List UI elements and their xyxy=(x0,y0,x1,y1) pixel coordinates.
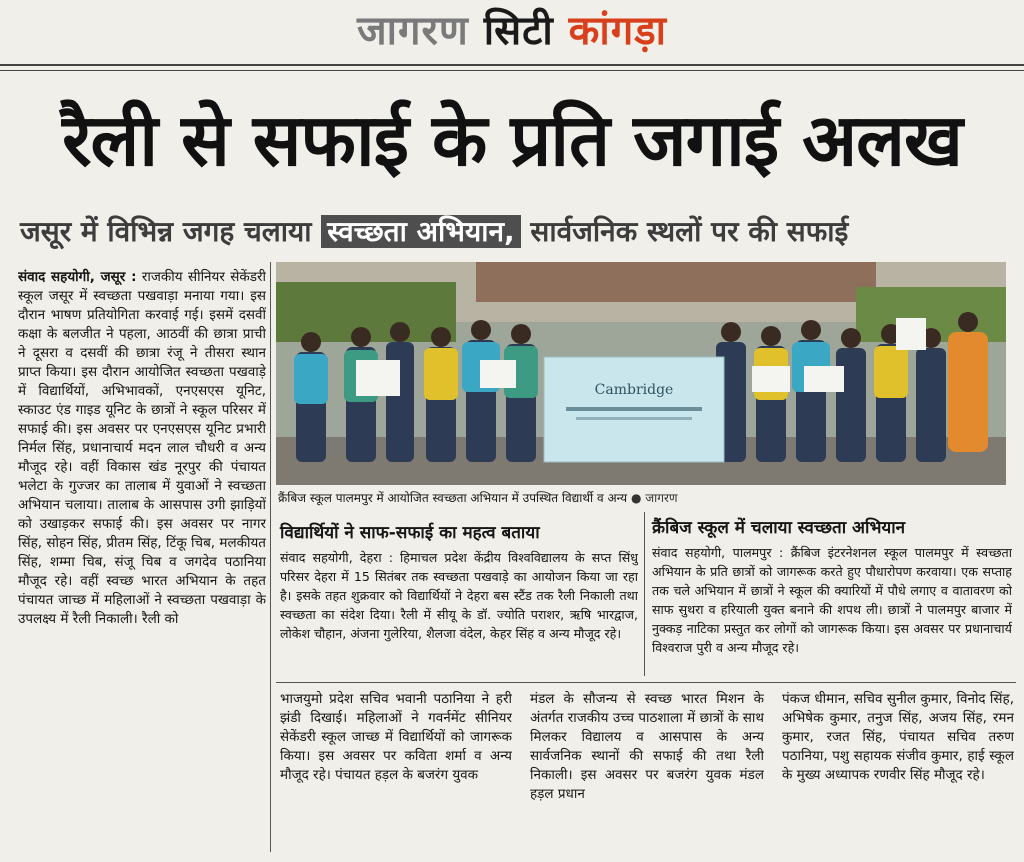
photo-caption xyxy=(278,490,1008,506)
masthead-kangra: कांगड़ा xyxy=(568,8,667,54)
article3-body xyxy=(652,543,1012,676)
photo-caption-text: क्रैंबिज स्कूल पालमपुर में आयोजित स्वच्छता अभियान में उपस्थित विद्यार्थी व अन्य xyxy=(278,491,628,505)
column-divider xyxy=(270,262,271,852)
main-article-col2-text: भाजयुमो प्रदेश सचिव भवानी पठानिया ने हरी झंडी दिखाई। महिलाओं ने गवर्नमेंट सीनियर सेकेंडरी स्कूल जाच्छ में विद्यार्थियों को जागरूक किया। इस अवसर पर कविता शर्मा व अन्य मौजूद रहे। पंचायत हड़ल के बजरंग युवक xyxy=(280,691,512,783)
article-divider xyxy=(644,512,645,676)
banner-text: Cambridge xyxy=(594,382,674,398)
main-article-body: राजकीय सीनियर सेकेंडरी स्कूल जसूर में स्वच्छता पखवाड़ा मनाया गया। इस दौरान भाषण प्रतियोगिता करवाई गई। इसमें दसवीं कक्षा के बलजीत ने पहला, आठवीं की छात्रा प्राची ने दूसरा व दसवीं की छात्रा रंजू ने तीसरा स्थान प्राप्त किया। इस दौरान आयोजित स्वच्छता पखवाड़े में विद्यार्थियों, अभिभावकों, एनएसएस यूनिट, स्काउट एंड गाइड यूनिट के छात्रों ने स्कूल परिसर में सफाई की। इस अवसर पर एनएसएस यूनिट प्रभारी निर्मल सिंह, प्रधानाचार्य मदन लाल चौधरी व अन्य मौजूद रहे। वहीं विकास खंड नूरपुर की पंचायत भलेटा के गुज्जर का तालाब में युवाओं ने स्वच्छता अभियान चलाया। तालाब के आसपास उगी झाड़ियों को उखाड़कर सफाई की। इस अवसर पर नागर सिंह, सोहन सिंह, प्रीतम सिंह, टिंकू चिब, मलकीयत सिंह, शम्मा चिब, संजू चिब व जगदेव पठानिया मौजूद रहे। वहीं स्वच्छ भारत अभियान के तहत पंचायत जाच्छ में महिलाओं ने स्वच्छता पखवाड़ा के उपलक्ष्य में रैली निकाली। रैली को xyxy=(18,269,266,627)
subhead-before: जसूर में विभिन्न जगह चलाया xyxy=(20,215,322,248)
masthead-rule xyxy=(0,64,1024,66)
subhead-after: सार्वजनिक स्थलों पर की सफाई xyxy=(520,215,849,248)
group-photo-illustration xyxy=(276,262,1006,485)
subhead-highlight: स्वच्छता अभियान, xyxy=(321,215,520,248)
masthead-jagran: जागरण xyxy=(356,8,484,54)
main-dateline: संवाद सहयोगी, जसूर : xyxy=(18,269,137,285)
photo-credit: ● जागरण xyxy=(630,491,678,505)
group-photo xyxy=(276,262,1006,485)
main-article-col3 xyxy=(530,690,764,850)
main-article-col2 xyxy=(280,690,512,850)
article3-text: संवाद सहयोगी, पालमपुर : क्रैंबिज इंटरनेशनल स्कूल पालमपुर में स्वच्छता अभियान के प्रति छात्रों को जागरूक करते हुए पौधारोपण करवाया। एक सप्ताह तक चले अभियान में छात्रों ने स्कूल की क्यारियों में पौधे लगाए व वातावरण को साफ सुथरा व हरियाली युक्त बनाने की शपथ ली। छात्रों ने पालमपुर बाजार में नुक्कड़ नाटिका प्रस्तुत कर लोगों को जागरूक किया। इस अवसर पर प्रधानाचार्य विश्वराज पुरी व अन्य मौजूद रहे। xyxy=(652,545,1012,655)
article2-text: संवाद सहयोगी, देहरा : हिमाचल प्रदेश केंद्रीय विश्वविद्यालय के सप्त सिंधु परिसर देहरा में 15 सितंबर तक स्वच्छता पखवाड़े का आयोजन किया जा रहा है। इसके तहत शुक्रवार को विद्यार्थियों ने देहरा बस स्टैंड तक रैली निकाली तथा स्वच्छता का संदेश दिया। रैली में सीयू के डॉ. ज्योति पराशर, ऋषि भारद्वाज, लोकेश चौहान, अंजना गुलेरिया, शैलजा वंदेल, केहर सिंह व अन्य मौजूद रहे। xyxy=(280,550,638,641)
main-article-col1 xyxy=(18,268,266,852)
main-article-col4 xyxy=(782,690,1014,850)
headline: रैली से सफाई के प्रति जगाई अलख xyxy=(62,98,962,182)
article2-title: विद्यार्थियों ने साफ-सफाई का महत्व बताया xyxy=(280,523,540,543)
article2-body xyxy=(280,548,638,676)
masthead xyxy=(0,0,1024,66)
subhead xyxy=(20,212,1020,252)
main-article-col4-text: पंकज धीमान, सचिव सुनील कुमार, विनोद सिंह, अभिषेक कुमार, तनुज सिंह, अजय सिंह, रमन कुमार, रजत सिंह, पंचायत सचिव तरुण पठानिया, पशु सहायक संजीव कुमार, हाई स्कूल के मुख्य अध्यापक रणवीर सिंह मौजूद रहे। xyxy=(782,691,1014,783)
section-divider xyxy=(276,682,1016,683)
main-article-col3-text: मंडल के सौजन्य से स्वच्छ भारत मिशन के अंतर्गत राजकीय उच्च पाठशाला में छात्रों के साथ मिलकर विद्यालय व आसपास के अन्य सार्वजनिक स्थानों की सफाई की तथा रैली निकाली। इस अवसर पर बजरंग युवक मंडल हड़ल प्रधान xyxy=(530,691,764,802)
masthead-rule-thin xyxy=(0,70,1024,71)
masthead-city: सिटी xyxy=(483,8,569,54)
article3-title: क्रैंबिज स्कूल में चलाया स्वच्छता अभियान xyxy=(652,518,906,538)
